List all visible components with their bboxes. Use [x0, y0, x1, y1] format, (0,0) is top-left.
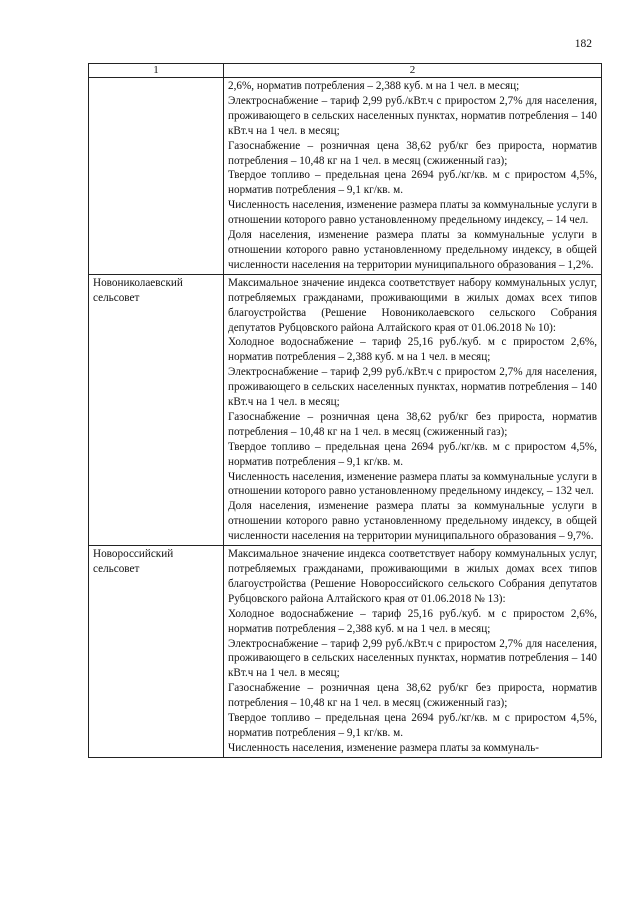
municipality-name: Новониколаевский сельсовет — [89, 274, 224, 545]
paragraph: Твердое топливо – предельная цена 2694 руб./кг/кв. м с приростом 4,5%, норматив потребления – 9,1 кг/кв. м. — [228, 712, 597, 739]
paragraph: Электроснабжение – тариф 2,99 руб./кВт.ч с приростом 2,7% для населения, проживающего в сельских населенных пунктах, норматив потребления – 140 кВт.ч на 1 чел. в месяц; — [228, 366, 597, 409]
table-header-row — [89, 64, 602, 78]
paragraph: Холодное водоснабжение – тариф 25,16 руб./куб. м с приростом 2,6%, норматив потребления – 2,388 куб. м на 1 чел. в месяц; — [228, 336, 597, 364]
header-col-2: 2 — [224, 64, 602, 78]
row-content — [224, 274, 602, 545]
paragraph: Холодное водоснабжение – тариф 25,16 руб./куб. м с приростом 2,6%, норматив потребления – 2,388 куб. м на 1 чел. в месяц; — [228, 607, 597, 635]
paragraph: Максимальное значение индекса соответствует набору коммунальных услуг, потребляемых гражданами, проживающими в жилых домах всех типов благоустройства (Решение Новониколаевского сельского Собрания депутатов Рубцовского района Алтайского края от 01.06.2018 № 10): — [228, 276, 597, 334]
paragraph: Электроснабжение – тариф 2,99 руб./кВт.ч с приростом 2,7% для населения, проживающего в сельских населенных пунктах, норматив потребления – 140 кВт.ч на 1 чел. в месяц; — [228, 637, 597, 680]
paragraph: Твердое топливо – предельная цена 2694 руб./кг/кв. м с приростом 4,5%, норматив потребления – 9,1 кг/кв. м. — [228, 440, 597, 468]
paragraph: Численность населения, изменение размера платы за коммуналь- — [228, 741, 539, 754]
paragraph: Газоснабжение – розничная цена 38,62 руб/кг без прироста, норматив потребления – 10,48 кг на 1 чел. в месяц (сжиженный газ); — [228, 682, 597, 710]
paragraph: Электроснабжение – тариф 2,99 руб./кВт.ч с приростом 2,7% для населения, проживающего в сельских населенных пунктах, норматив потребления – 140 кВт.ч на 1 чел. в месяц; — [228, 94, 597, 137]
page-number: 182 — [574, 38, 592, 50]
paragraph: Численность населения, изменение размера платы за коммунальные услуги в отношении которого равно установленному предельному индексу, – 132 чел. — [228, 470, 597, 498]
paragraph: Максимальное значение индекса соответствует набору коммунальных услуг, потребляемых гражданами, проживающими в жилых домах всех типов благоустройства (Решение Новороссийского сельского Собрания депутатов Рубцовского района Алтайского края от 01.06.2018 № 13): — [228, 548, 597, 605]
paragraph: Газоснабжение – розничная цена 38,62 руб/кг без прироста, норматив потребления – 10,48 кг на 1 чел. в месяц (сжиженный газ); — [228, 410, 597, 438]
row-content — [224, 546, 602, 758]
paragraph: Численность населения, изменение размера платы за коммунальные услуги в отношении которого равно установленному предельному индексу, – 14 чел. — [228, 199, 597, 227]
municipality-name: Новороссийский сельсовет — [89, 546, 224, 758]
header-col-1: 1 — [89, 64, 224, 78]
table-row — [89, 546, 602, 758]
paragraph: Твердое топливо – предельная цена 2694 руб./кг/кв. м с приростом 4,5%, норматив потребления – 9,1 кг/кв. м. — [228, 169, 597, 197]
paragraph: 2,6%, норматив потребления – 2,388 куб. м на 1 чел. в месяц; — [228, 80, 520, 92]
paragraph: Доля населения, изменение размера платы за коммунальные услуги в отношении которого равно установленному предельному индексу, в общей численности населения на территории муниципального образования – 1,2%. — [228, 229, 597, 271]
tariff-table — [88, 63, 602, 758]
municipality-name — [89, 78, 224, 275]
paragraph: Газоснабжение – розничная цена 38,62 руб/кг без прироста, норматив потребления – 10,48 кг на 1 чел. в месяц (сжиженный газ); — [228, 139, 597, 167]
table-row — [89, 78, 602, 275]
paragraph: Доля населения, изменение размера платы за коммунальные услуги в отношении которого равно установленному предельному индексу, в общей численности населения на территории муниципального образования – 9,7%. — [228, 500, 597, 543]
row-content — [224, 78, 602, 275]
table-row — [89, 274, 602, 545]
